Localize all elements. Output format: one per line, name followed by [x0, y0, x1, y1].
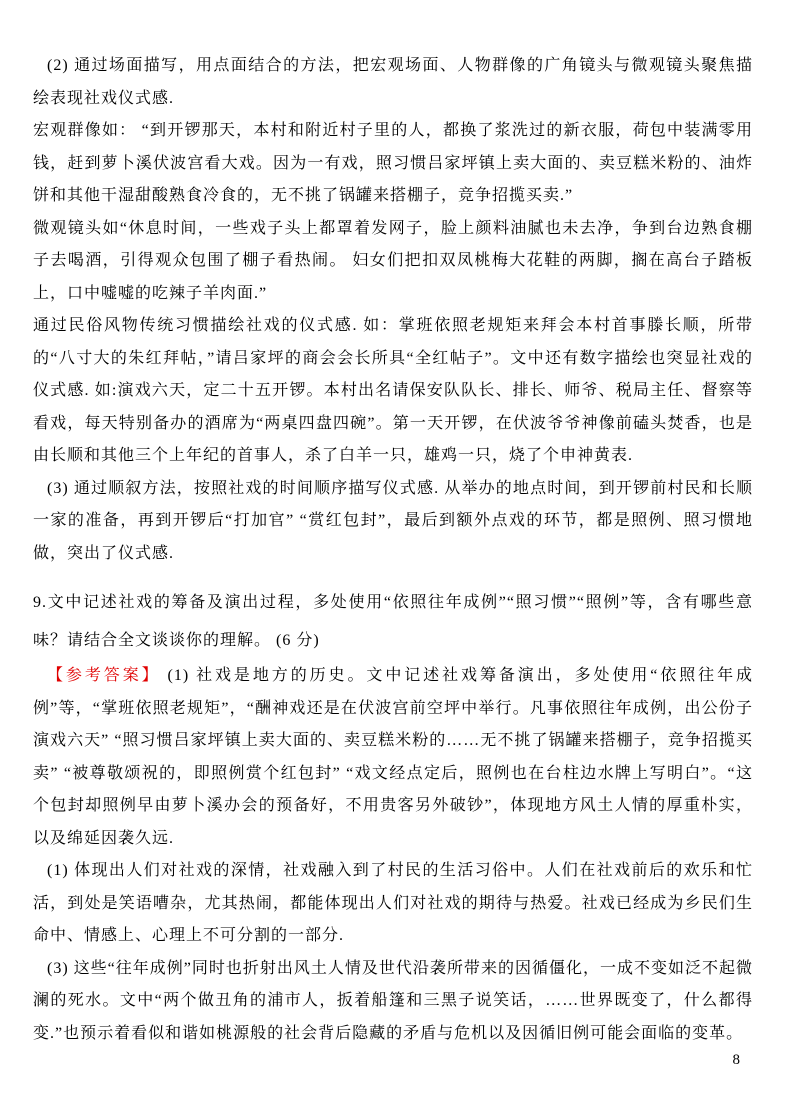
- reference-answer-label: 【参考答案】: [47, 667, 161, 684]
- document-content: [33, 50, 753, 1050]
- reference-answer-paragraph: [33, 660, 753, 855]
- answer-part-2: (1) 体现出人们对社戏的深情，社戏融入到了村民的生活习俗中。人们在社戏前后的欢乐和忙活，到处是笑语嘈杂，尤其热闹，都能体现出人们对社戏的期待与热爱。社戏已经成为乡民们生命中、情感上、心理上不可分割的一部分.: [33, 862, 753, 944]
- macro-scene-quote-paragraph: 宏观群像如： “到开锣那天，本村和附近村子里的人，都换了浆洗过的新衣服，荷包中装满零用钱，赶到萝卜溪伏波宫看大戏。因为一有戏，照习惯吕家坪镇上卖大面的、卖豆糕米粉的、油炸饼和其他干湿甜酸熟食冷食的，无不挑了锅罐来搭棚子，竞争招揽买卖.”: [33, 122, 753, 204]
- page-number: 8: [732, 1052, 740, 1068]
- answer-part-3: (3) 这些“往年成例”同时也折射出风土人情及世代沿袭所带来的因循僵化，一成不变如泛不起微澜的死水。文中“两个做丑角的浦市人，扳着船篷和三黑子说笑话，……世界既变了，什么都得变.”也预示着看似和谐如桃源般的社会背后隐藏的矛盾与危机以及因循旧例可能会面临的变革。: [33, 959, 753, 1042]
- answer-part-1: (1) 社戏是地方的历史。文中记述社戏筹备演出，多处使用“依照往年成例”等，“掌班依照老规矩”，“酬神戏还是在伏波宫前空坪中举行。凡事依照往年成例，出公份子演戏六天” “照习惯吕家坪镇上卖大面的、卖豆糕米粉的……无不挑了锅罐来搭棚子，竞争招揽买卖” “被尊敬颂祝的，即照例赏个红包封” “戏文经点定后，照例也在台柱边水牌上写明白”。“这个包封却照例早由萝卜溪办会的预备好，不用贵客另外破钞”，体现地方风土人情的厚重朴实，以及绵延因袭久远.: [33, 667, 753, 847]
- folk-custom-paragraph: 通过民俗风物传统习惯描绘社戏的仪式感. 如：掌班依照老规矩来拜会本村首事滕长顺，所带的“八寸大的朱红拜帖，”请吕家坪的商会会长所具“全红帖子”。文中还有数字描绘也突显社戏的仪式感. 如:演戏六天，定二十五开锣。本村出名请保安队队长、排长、师爷、税局主任、督察等看戏，每天特别备办的酒席为“两桌四盘四碗”。第一天开锣，在伏波爷爷神像前磕头焚香，也是由长顺和其他三个上年纪的首事人，杀了白羊一只，雄鸡一只，烧了个申神黄表.: [33, 317, 753, 464]
- question-9-text: 9.文中记述社戏的筹备及演出过程，多处使用“依照往年成例”“照习惯”“照例”等，含有哪些意味？请结合全文谈谈你的理解。 (6 分): [33, 594, 753, 649]
- analysis-paragraph-2: (2) 通过场面描写，用点面结合的方法，把宏观场面、人物群像的广角镜头与微观镜头聚焦描绘表现社戏仪式感.: [33, 57, 753, 107]
- micro-scene-quote-paragraph: 微观镜头如“休息时间，一些戏子头上都罩着发网子，脸上颜料油腻也未去净，争到台边熟食棚子去喝酒，引得观众包围了棚子看热闹。 妇女们把扣双凤桃梅大花鞋的两脚，搁在高台子踏板上，口中嘘嘘的吃辣子羊肉面.”: [33, 219, 753, 302]
- analysis-paragraph-3: (3) 通过顺叙方法，按照社戏的时间顺序描写仪式感. 从举办的地点时间，到开锣前村民和长顺一家的准备，再到开锣后“打加官” “赏红包封”，最后到额外点戏的环节，都是照例、照习惯地做，突出了仪式感.: [33, 479, 753, 562]
